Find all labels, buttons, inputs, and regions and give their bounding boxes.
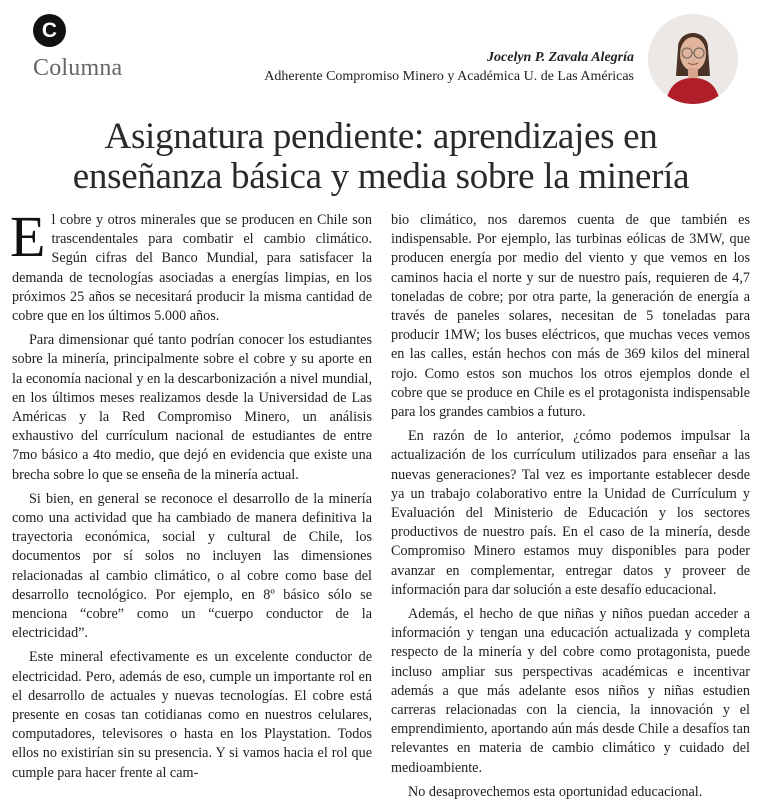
author-name: Jocelyn P. Zavala Alegría	[487, 50, 634, 65]
paragraph-7: Además, el hecho de que niñas y niños puedan acceder a información y tengan una educación actualizada y completa respecto de la minería y del cobre como protagonista, puede incluso ampliar sus perspectivas académicas e incentivar además a que más adelante esos niños y niñas estudien carreras relacionadas con la ciencia, la innovación y el emprendimiento, aportando aún más desde Chile a desafíos tan relevantes en materia de cambio climático y cuidado del medioambiente.	[391, 606, 750, 776]
author-photo	[648, 14, 738, 104]
paragraph-5: bio climático, nos daremos cuenta de que también es indispensable. Por ejemplo, las turbinas eólicas de 3MW, que producen energía por medio del viento y que vemos en los caminos hacia el norte y sur de nuestro país, requieren de 4,7 toneladas de cobre; por otra parte, la generación de energía a través de paneles solares, necesitan de 5 toneladas para producir 1MW; los buses eléctricos, que muchas veces vemos en las calles, están hechos con más de 369 kilos del mineral rojo. Como estos son muchos los otros ejemplos donde el cobre que se produce en Chile es el protagonista indispensable para los grandes cambios a futuro.	[391, 212, 750, 421]
headline-line-1: Asignatura pendiente: aprendizajes en	[104, 116, 658, 157]
paragraph-6: En razón de lo anterior, ¿cómo podemos impulsar la actualización de los currículum utilizados para enseñar a las nuevas generaciones? Tal vez es importante establecer desde ya un trabajo colaborativo entre la Unidad de Currículum y Evaluación del Ministerio de Educación y los sectores productivos de nuestro país. En el caso de la minería, desde Compromiso Minero estamos muy disponibles para poder avanzar en complementar, entregar datos y proveer de información para dar solución a este desafío educacional.	[391, 428, 750, 598]
paragraph-3: Si bien, en general se reconoce el desarrollo de la minería como una actividad que ha cambiado de manera definitiva la trayectoria económica, social y cultural de Chile, los documentos por sí solos no incluyen las dimensiones relacionadas al cambio climático, o al cobre como base del desarrollo tecnológico. Por ejemplo, en 8º básico sólo se menciona “cobre” como un “cuerpo conductor de la electricidad”.	[12, 490, 372, 642]
article-column-right	[391, 211, 750, 807]
paragraph-4: Este mineral efectivamente es un excelente conductor de electricidad. Pero, además de eso, cumple un importante rol en el desarrollo de actuales y nuevas tecnologías. El cobre está presente en cosas tan cotidianas como en nuestros celulares, computadores, televisores o hasta en los Playstation. Todos ellos no existirían sin su presencia. Y si vamos hacia el rol que cumple para hacer frente al cam-	[12, 649, 372, 781]
drop-cap: E	[10, 204, 46, 269]
section-label: Columna	[33, 55, 123, 81]
paragraph-8: No desaprovechemos esta oportunidad educacional.	[408, 783, 703, 800]
headline	[0, 117, 762, 197]
portrait-illustration	[648, 14, 738, 104]
section-badge: C	[33, 14, 66, 47]
headline-line-2: enseñanza básica y media sobre la minería	[72, 156, 690, 197]
author-role: Adherente Compromiso Minero y Académica U. de Las Américas	[264, 69, 634, 84]
paragraph-1	[10, 204, 372, 326]
paragraph-2: Para dimensionar qué tanto podrían conocer los estudiantes sobre la minería, principalmente sobre el cobre y su aporte en la economía nacional y en la descarbonización a nivel mundial, en los últimos meses realizamos desde la Universidad de Las Américas y la Red Compromiso Minero, un análisis exhaustivo del currículum nacional de estudiantes de entre 7mo básico a 4to medio, que dejó en evidencia que existe una brecha sobre lo que se enseña de la minería actual.	[12, 332, 372, 483]
paragraph-1-text: l cobre y otros minerales que se producen en Chile son trascendentales para combatir el cambio climático. Según cifras del Banco Mundial, para satisfacer la demanda de tecnologías asociadas a energías limpias, en los próximos 25 años se necesitará producir la misma cantidad de cobre que en los últimos 5.000 años.	[12, 212, 372, 325]
article-column-left	[10, 204, 372, 788]
